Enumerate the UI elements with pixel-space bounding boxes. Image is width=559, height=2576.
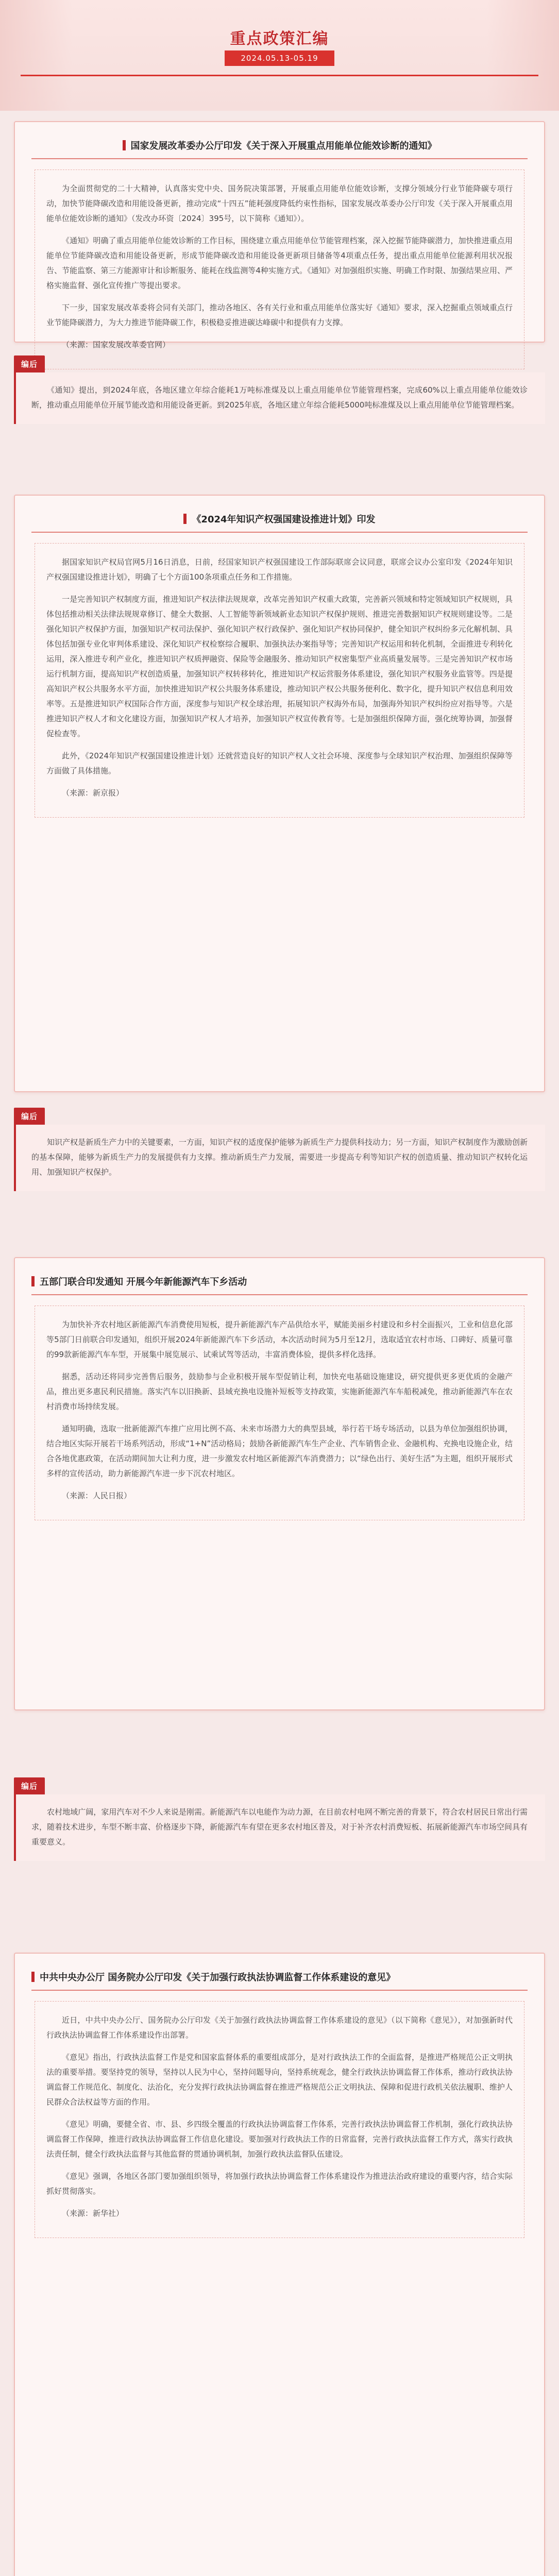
- title-marker-icon: [123, 140, 126, 150]
- editor-note-3: [14, 1777, 545, 1861]
- article-body: [35, 2001, 524, 2238]
- article-body: [35, 543, 524, 818]
- article-title: 五部门联合印发通知 开展今年新能源汽车下乡活动: [31, 1269, 528, 1295]
- article-paragraph: 为全面贯彻党的二十大精神，认真落实党中央、国务院决策部署，开展重点用能单位能效诊断，支撑分领域分行业节能降碳专项行动，加快节能降碳改造和用能设备更新，推动完成“十四五”能耗强度降低约束性指标，国家发展改革委办公厅印发《关于深入开展重点用能单位能效诊断的通知》（发改办环资〔2024〕395号，以下简称《通知》）。: [46, 184, 513, 223]
- article-body: [35, 1306, 524, 1520]
- article-paragraph: 此外，《2024年知识产权强国建设推进计划》还就营造良好的知识产权人文社会环境、深度参与全球知识产权治理、加强组织保障等方面做了具体措施。: [46, 751, 513, 775]
- title-marker-icon: [31, 1276, 35, 1286]
- article-card-1: [14, 121, 545, 349]
- header-decoration-left: [0, 0, 72, 111]
- article-source: （来源：国家发展改革委官网）: [62, 340, 171, 349]
- article-title: 中共中央办公厅 国务院办公厅印发《关于加强行政执法协调监督工作体系建设的意见》: [31, 1965, 528, 1991]
- article-paragraph: 《意见》指出，行政执法监督工作是党和国家监督体系的重要组成部分，是对行政执法工作的全面监督，是推进严格规范公正文明执法的重要举措。要坚持党的领导，坚持以人民为中心，坚持问题导向，坚持系统观念，健全行政执法协调监督工作体系，推动行政执法协调监督工作规范化、制度化、法治化，充分发挥行政执法协调监督在推进严格规范公正文明执法、保障和促进行政机关依法履职、维护人民群众合法权益等方面的作用。: [46, 2053, 513, 2107]
- article-card-2: [14, 495, 545, 1092]
- editor-note-1: [14, 355, 545, 424]
- article-paragraph: 《通知》明确了重点用能单位能效诊断的工作目标，围绕建立重点用能单位节能管理档案，深入挖掘节能降碳潜力，加快推进重点用能单位节能降碳改造和用能设备更新，形成节能降碳改造和用能设备更新项目储备等4项重点任务，提出重点用能单位能源利用状况报告、节能监察、第三方能源审计和诊断服务、能耗在线监测等4种实施方式。《通知》对加强组织实施、明确工作时限、加强结果应用、严格实施监督、强化宣传推广等提出要求。: [46, 236, 513, 290]
- article-card-4: [14, 1953, 545, 2576]
- article-paragraph: 《意见》强调，各地区各部门要加强组织领导，将加强行政执法协调监督工作体系建设作为推进法治政府建设的重要内容，结合实际抓好贯彻落实。: [46, 2172, 513, 2196]
- article-body: [35, 170, 524, 369]
- article-source: （来源：新京报）: [62, 788, 124, 798]
- page-title: 重点政策汇编: [230, 30, 329, 48]
- article-paragraph: 为加快补齐农村地区新能源汽车消费使用短板，提升新能源汽车产品供给水平，赋能美丽乡村建设和乡村全面振兴，工业和信息化部等5部门日前联合印发通知，组织开展2024年新能源汽车下乡活动，本次活动时间为5月至12月，选取适宜农村市场、口碑好、质量可靠的99款新能源汽车车型，开展集中展览展示、试乘试驾等活动，丰富消费体验，提供多样化选择。: [46, 1320, 513, 1359]
- editor-note-text: 农村地域广阔，家用汽车对不少人来说是刚需。新能源汽车以电能作为动力源，在目前农村电网不断完善的背景下，符合农村居民日常出行需求，随着技术进步，车型不断丰富、价格逐步下降，新能源汽车有望在更多农村地区普及，对于补齐农村消费短板、拓展新能源汽车市场空间具有重要意义。: [31, 1807, 528, 1846]
- article-paragraph: 下一步，国家发展改革委将会同有关部门，推动各地区、各有关行业和重点用能单位落实好《通知》要求，深入挖掘重点领域重点行业节能降碳潜力，为大力推进节能降碳工作，积极稳妥推进碳达峰碳中和提供有力支撑。: [46, 303, 513, 327]
- article-title: 国家发展改革委办公厅印发《关于深入开展重点用能单位能效诊断的通知》: [31, 133, 528, 159]
- article-paragraph: 近日，中共中央办公厅、国务院办公厅印发《关于加强行政执法协调监督工作体系建设的意见》（以下简称《意见》），对加强新时代行政执法协调监督工作体系建设作出部署。: [46, 2015, 513, 2040]
- editor-note-box: [14, 1794, 545, 1861]
- header-divider: [21, 75, 538, 76]
- header-decoration-right: [487, 0, 559, 111]
- editor-note-text: 《通知》提出，到2024年底，各地区建立年综合能耗1万吨标准煤及以上重点用能单位节能管理档案，完成60%以上重点用能单位能效诊断，推动重点用能单位开展节能改造和用能设备更新。到2025年底，各地区建立年综合能耗5000吨标准煤及以上重点用能单位节能管理档案。: [31, 385, 528, 410]
- article-title: 《2024年知识产权强国建设推进计划》印发: [31, 507, 528, 533]
- editor-note-box: [14, 1125, 545, 1191]
- article-paragraph: 据悉，活动还将同步完善售后服务，鼓励参与企业积极开展车型促销让利，加快充电基础设施建设，研究提供更多更优质的金融产品，推出更多惠民利民措施。落实汽车以旧换新、县域充换电设施补短板等支持政策，实施新能源汽车车船税减免，推动新能源汽车在农村消费市场持续发展。: [46, 1372, 513, 1411]
- editor-note-text: 知识产权是新质生产力中的关键要素，一方面，知识产权的适度保护能够为新质生产力提供科技动力；另一方面，知识产权制度作为激励创新的基本保障，能够为新质生产力的发展提供有力支撑。推动新质生产力发展，需要进一步提高专利等知识产权的创造质量、推动知识产权转化运用、加强知识产权保护。: [31, 1138, 528, 1177]
- editor-note-box: [14, 372, 545, 424]
- article-paragraph: 一是完善知识产权制度方面，推进知识产权法律法规规章，改革完善知识产权重大政策，完善新兴领域和特定领域知识产权规则，具体包括推动相关法律法规规章修订、健全大数据、人工智能等新领域新业态知识产权保护规则、推进完善数据知识产权规则建设等。二是强化知识产权保护方面，加强知识产权司法保护、强化知识产权行政保护、强化知识产权协同保护，健全知识产权纠纷多元化解机制、具体包括加强专业化审判体系建设、深化知识产权检察综合履职、加强执法办案指导等；完善知识产权运用和转化机制，全面推进专利转化运用，深入推进专利产业化，推进知识产权质押融资、保险等金融服务、推动知识产权密集型产业高质量发展等。三是完善知识产权市场运行机制方面，提高知识产权创造质量，加强知识产权转移转化，推进知识产权运营服务体系建设，强化知识产权服务业监管等。四是提高知识产权公共服务水平方面，加快推进知识产权公共服务体系建设，推动知识产权公共服务便利化、数字化，提升知识产权信息利用效率等。五是推进知识产权国际合作方面，深度参与知识产权全球治理，拓展知识产权海外布局，加强海外知识产权纠纷应对指导等。六是推进知识产权人才和文化建设方面，加强知识产权人才培养，加强知识产权宣传教育等。七是加强组织保障方面，强化统筹协调，加强督促检查等。: [46, 595, 513, 738]
- title-marker-icon: [183, 514, 187, 524]
- article-paragraph: 据国家知识产权局官网5月16日消息，日前，经国家知识产权强国建设工作部际联席会议同意，联席会议办公室印发《2024年知识产权强国建设推进计划》，明确了七个方面100条项重点任务和工作措施。: [46, 557, 513, 582]
- article-paragraph: 通知明确，选取一批新能源汽车推广应用比例不高、未来市场潜力大的典型县域，举行若干场专场活动，以县为单位加强组织协调，结合地区实际开展若干场系列活动，形成“1+N”活动格局；鼓励各新能源汽车生产企业、汽车销售企业、金融机构、充换电设施企业，结合各地优惠政策，在活动期间加大让利力度，进一步激发农村地区新能源汽车消费潜力；以“绿色出行、美好生活”为主题，组织开展形式多样的宣传活动，助力新能源汽车进一步下沉农村地区。: [46, 1424, 513, 1478]
- article-paragraph: 《意见》明确，要健全省、市、县、乡四级全覆盖的行政执法协调监督工作体系，完善行政执法协调监督工作机制，强化行政执法协调监督工作保障，推进行政执法协调监督工作信息化建设。要加强对行政执法工作的日常监督，完善行政执法监督工作方式，落实行政执法责任制，健全行政执法监督与其他监督的贯通协调机制，加强行政执法监督队伍建设。: [46, 2120, 513, 2159]
- editor-note-tag: 编后: [14, 1108, 45, 1125]
- title-marker-icon: [31, 1972, 35, 1982]
- editor-note-2: [14, 1108, 545, 1191]
- editor-note-tag: 编后: [14, 1777, 45, 1794]
- article-card-3: [14, 1257, 545, 1710]
- article-source: （来源：人民日报）: [62, 1491, 132, 1500]
- article-source: （来源：新华社）: [62, 2209, 124, 2218]
- date-range-badge: 2024.05.13-05.19: [225, 50, 334, 66]
- page-header: [0, 0, 559, 111]
- editor-note-tag: 编后: [14, 355, 45, 372]
